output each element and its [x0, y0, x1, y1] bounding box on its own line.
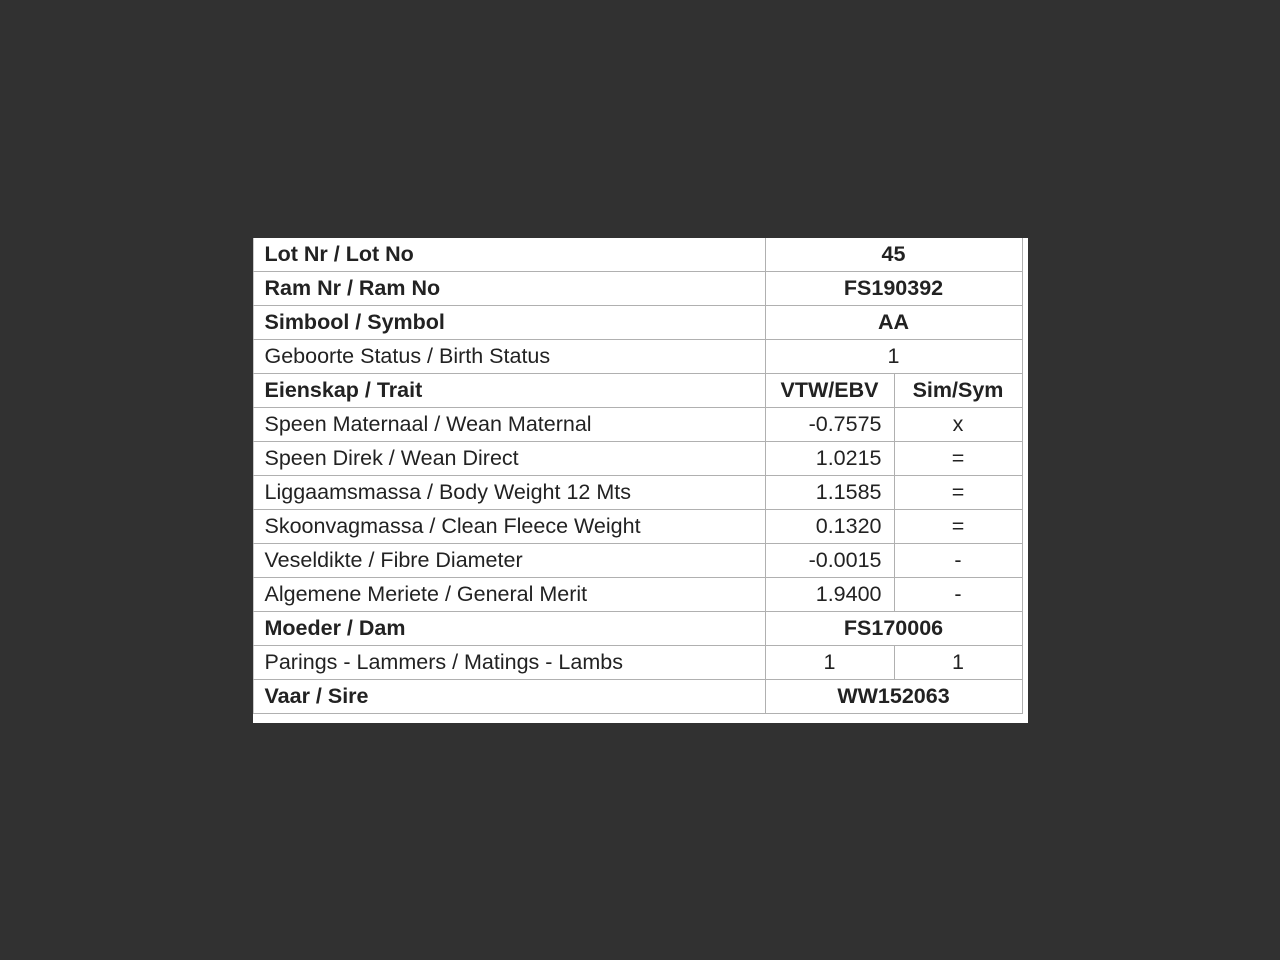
lambs-value: 1 [894, 645, 1022, 679]
row-label: Lot Nr / Lot No [253, 238, 765, 272]
sire-value: WW152063 [765, 679, 1022, 713]
trait-label: Skoonvagmassa / Clean Fleece Weight [253, 509, 765, 543]
ebv-value: -0.0015 [765, 543, 894, 577]
dam-value: FS170006 [765, 611, 1022, 645]
ebv-value: 1.1585 [765, 475, 894, 509]
row-ram-nr [253, 271, 1022, 305]
trait-label: Algemene Meriete / General Merit [253, 577, 765, 611]
breeding-data-card [253, 238, 1028, 723]
row-wean-direct [253, 441, 1022, 475]
trait-label: Speen Maternaal / Wean Maternal [253, 407, 765, 441]
sym-value: - [894, 543, 1022, 577]
ebv-value: 1.9400 [765, 577, 894, 611]
sym-value: - [894, 577, 1022, 611]
row-label: Moeder / Dam [253, 611, 765, 645]
row-label: Vaar / Sire [253, 679, 765, 713]
sym-value: x [894, 407, 1022, 441]
row-sire [253, 679, 1022, 713]
row-label: Ram Nr / Ram No [253, 271, 765, 305]
row-general-merit [253, 577, 1022, 611]
row-label: Geboorte Status / Birth Status [253, 339, 765, 373]
row-body-weight [253, 475, 1022, 509]
row-symbol [253, 305, 1022, 339]
row-label: Simbool / Symbol [253, 305, 765, 339]
row-label: Parings - Lammers / Matings - Lambs [253, 645, 765, 679]
sym-value: = [894, 509, 1022, 543]
ebv-value: 1.0215 [765, 441, 894, 475]
sym-column-header: Sim/Sym [894, 373, 1022, 407]
ebv-column-header: VTW/EBV [765, 373, 894, 407]
sym-value: = [894, 475, 1022, 509]
trait-label: Liggaamsmassa / Body Weight 12 Mts [253, 475, 765, 509]
birth-status-value: 1 [765, 339, 1022, 373]
row-birth-status [253, 339, 1022, 373]
symbol-value: AA [765, 305, 1022, 339]
lot-number-value: 45 [765, 238, 1022, 272]
row-trait-header [253, 373, 1022, 407]
matings-value: 1 [765, 645, 894, 679]
trait-label: Veseldikte / Fibre Diameter [253, 543, 765, 577]
row-fibre-diameter [253, 543, 1022, 577]
row-dam [253, 611, 1022, 645]
trait-column-header: Eienskap / Trait [253, 373, 765, 407]
trait-label: Speen Direk / Wean Direct [253, 441, 765, 475]
row-lot-nr [253, 238, 1022, 272]
row-wean-maternal [253, 407, 1022, 441]
sym-value: = [894, 441, 1022, 475]
ebv-value: 0.1320 [765, 509, 894, 543]
ebv-value: -0.7575 [765, 407, 894, 441]
row-clean-fleece-weight [253, 509, 1022, 543]
row-matings-lambs [253, 645, 1022, 679]
breeding-data-table [253, 238, 1023, 714]
ram-number-value: FS190392 [765, 271, 1022, 305]
